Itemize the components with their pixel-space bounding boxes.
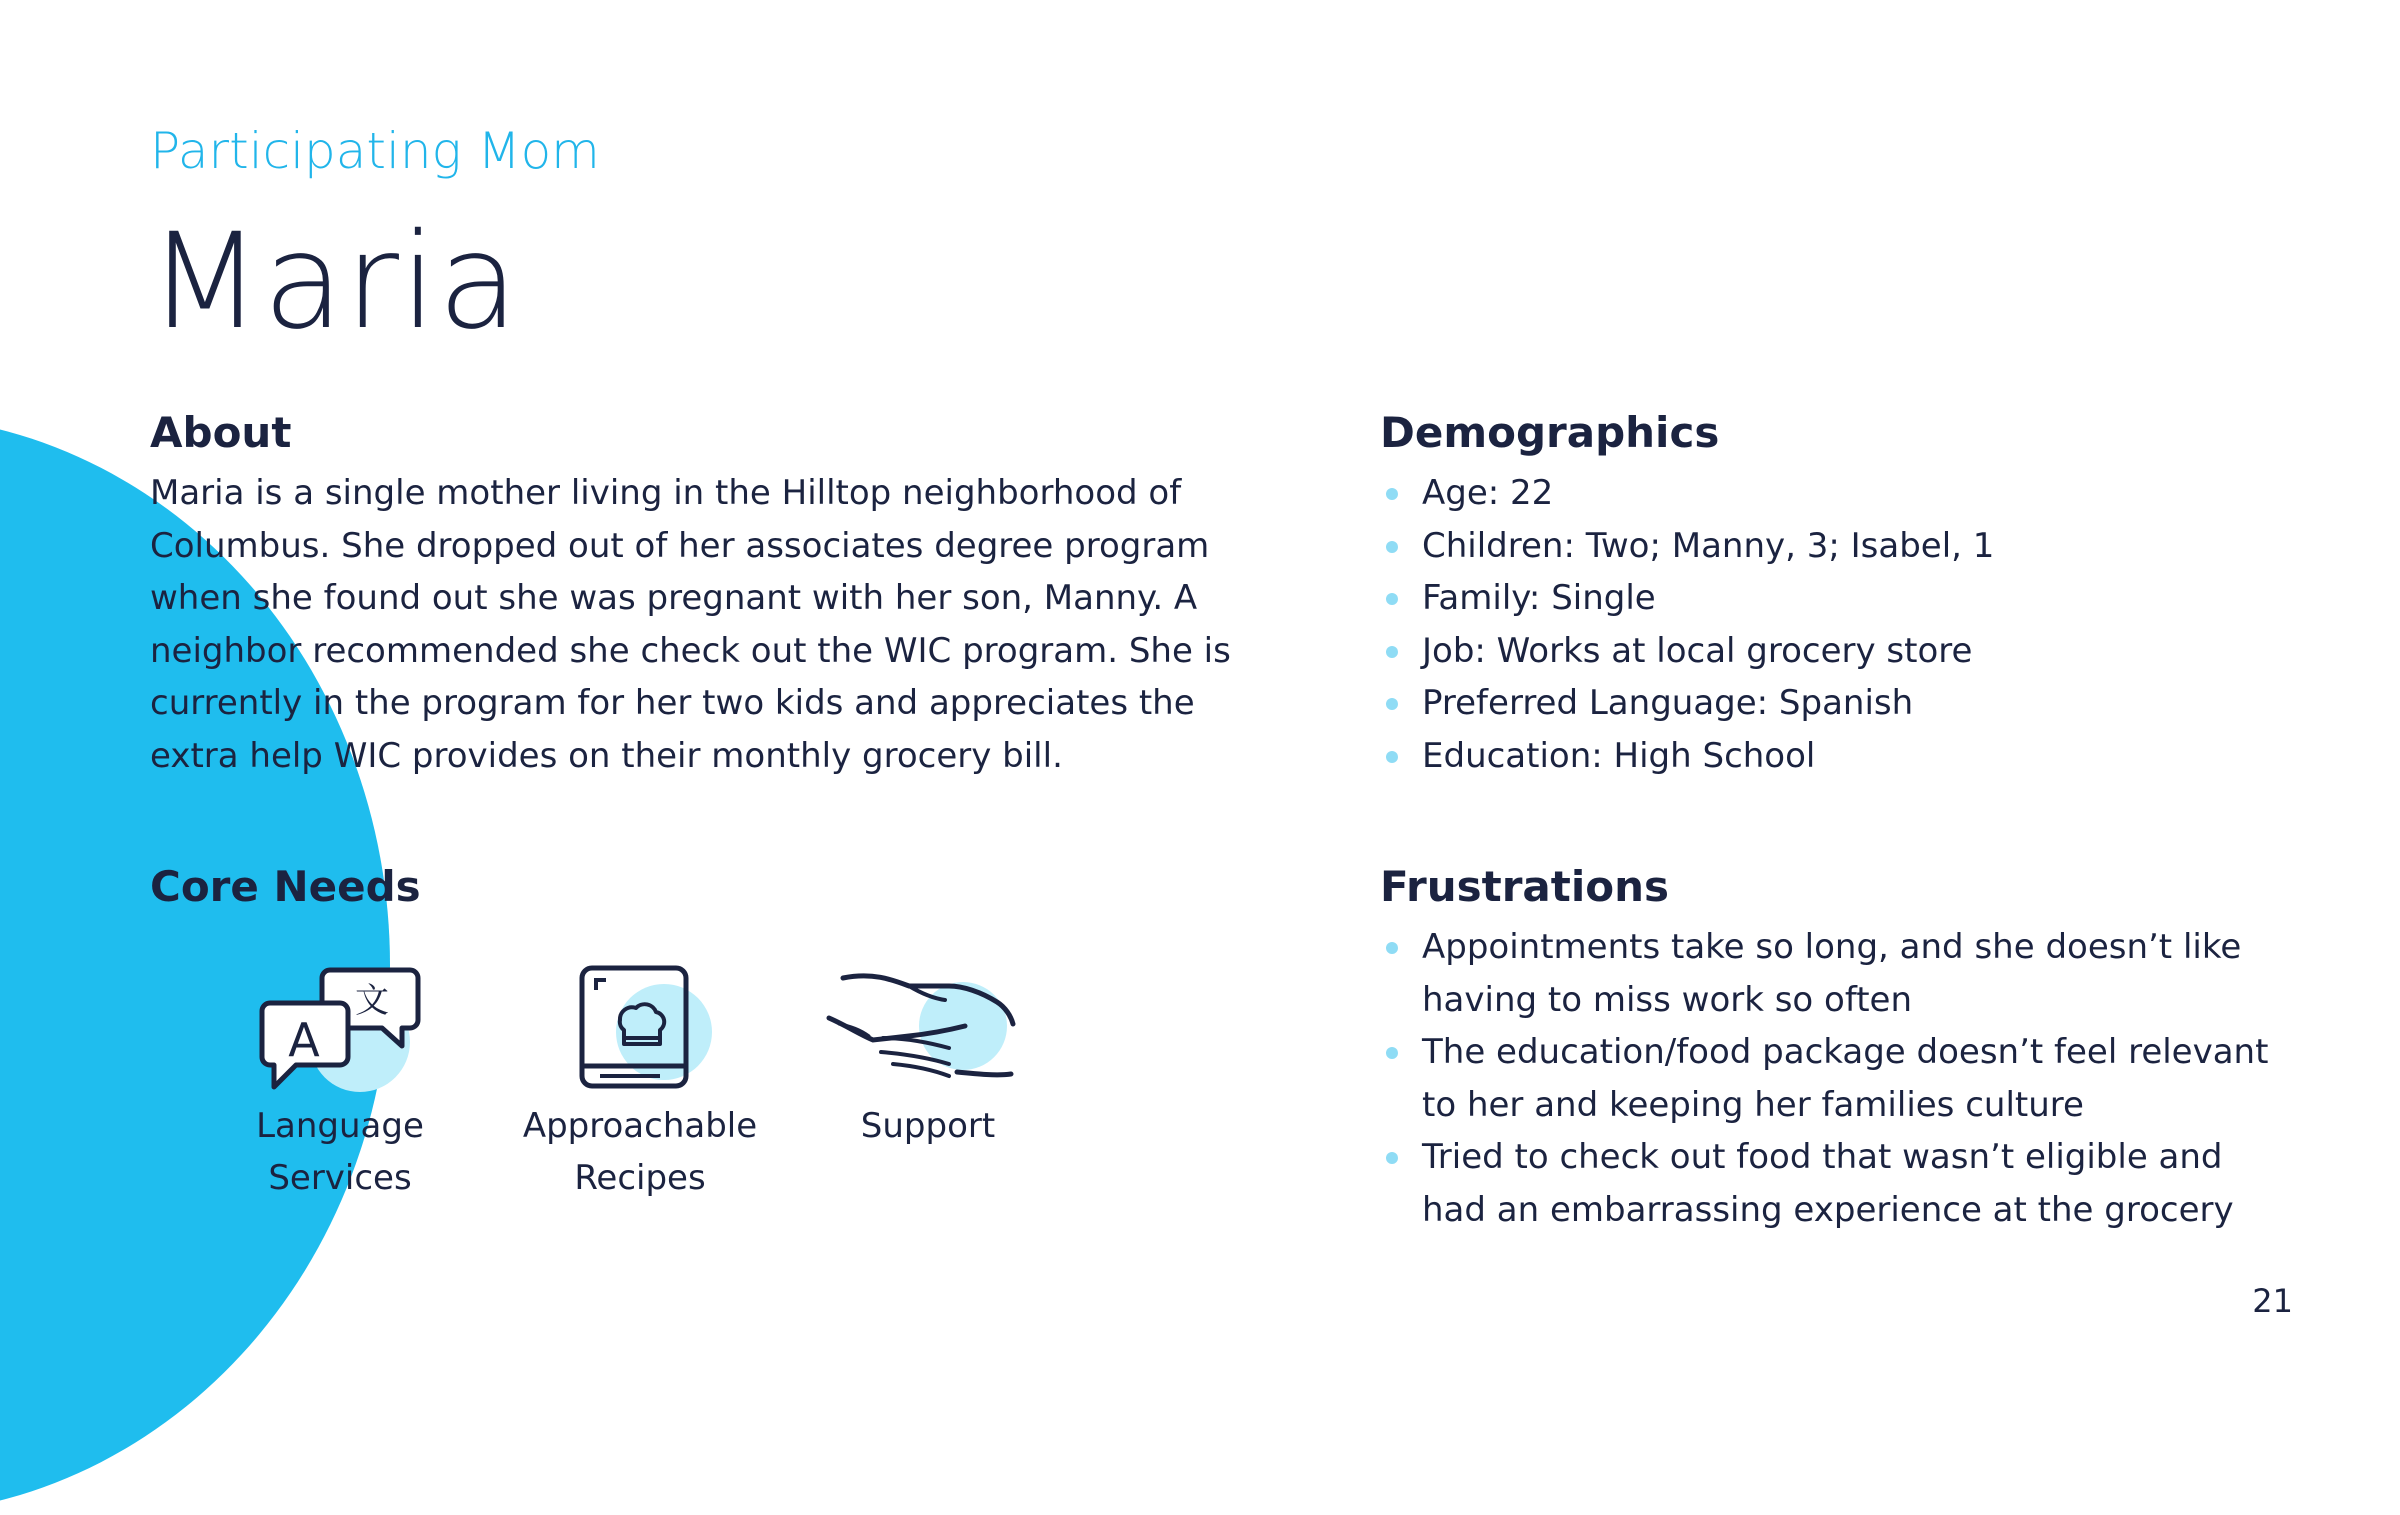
core-need-label: Approachable: [522, 1106, 758, 1146]
core-need-approachable-recipes: [500, 960, 780, 1204]
cookbook-icon: [560, 960, 720, 1100]
list-item: Family: Single: [1380, 572, 2280, 625]
demographics-list: [1380, 467, 2280, 782]
list-item: Education: High School: [1380, 730, 2280, 783]
demographics-heading: Demographics: [1380, 408, 1720, 457]
core-need-language-services: [210, 960, 470, 1204]
page-number: 21: [2252, 1282, 2293, 1320]
list-item: Appointments take so long, and she doesn’t like having to miss work so often: [1380, 921, 2270, 1026]
list-item: Preferred Language: Spanish: [1380, 677, 2280, 730]
core-need-label: Services: [268, 1158, 412, 1198]
frustrations-list: [1380, 921, 2270, 1236]
frustrations-heading: Frustrations: [1380, 862, 1669, 911]
helping-hands-icon: [823, 960, 1033, 1100]
list-item: Children: Two; Manny, 3; Isabel, 1: [1380, 520, 2280, 573]
core-need-label: Recipes: [574, 1158, 706, 1198]
svg-text:文: 文: [355, 981, 389, 1021]
eyebrow-label: Participating Mom: [150, 122, 600, 180]
translate-chat-icon: [250, 960, 430, 1100]
svg-text:A: A: [288, 1013, 320, 1067]
core-needs-heading: Core Needs: [150, 862, 421, 911]
list-item: Age: 22: [1380, 467, 2280, 520]
list-item: The education/food package doesn’t feel relevant to her and keeping her families culture: [1380, 1026, 2270, 1131]
about-heading: About: [150, 408, 292, 457]
page-title: Maria: [148, 205, 520, 359]
core-need-support: [808, 960, 1048, 1152]
core-need-label: Support: [860, 1106, 996, 1146]
about-paragraph: Maria is a single mother living in the Hilltop neighborhood of Columbus. She dropped out of her associates degree program when she found out she was pregnant with her son, Manny. A neighbor recommended she check out the WIC program. She is currently in the program for her two kids and appreciates the extra help WIC provides on their monthly grocery bill.: [150, 473, 1231, 776]
list-item: Job: Works at local grocery store: [1380, 625, 2280, 678]
core-need-label: Language: [256, 1106, 424, 1146]
list-item: Tried to check out food that wasn’t eligible and had an embarrassing experience at the grocery: [1380, 1131, 2270, 1236]
